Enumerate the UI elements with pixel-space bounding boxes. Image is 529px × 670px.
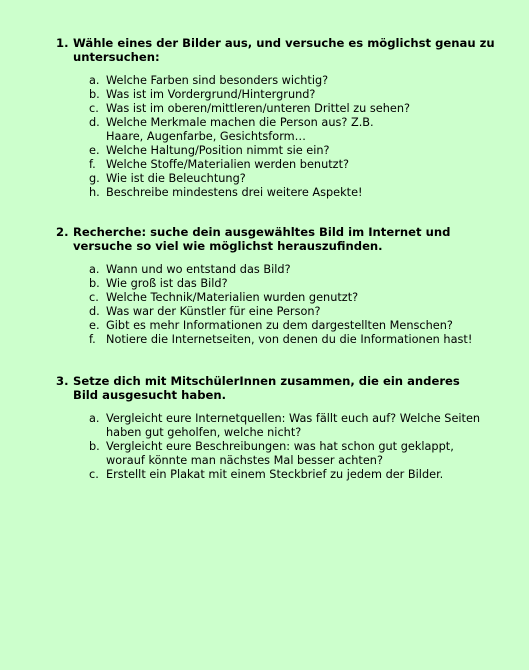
item-letter: d. xyxy=(89,305,100,318)
item-letter: a. xyxy=(89,74,100,87)
item-text: Vergleicht eure Beschreibungen: was hat schon gut geklappt, worauf könnte man nächstes Mal besser achten? xyxy=(106,440,454,467)
item-letter: e. xyxy=(89,144,100,157)
item-text: Wie groß ist das Bild? xyxy=(106,277,228,290)
item-text: Wann und wo entstand das Bild? xyxy=(106,263,291,276)
task-number: 2. xyxy=(56,225,69,239)
list-item xyxy=(89,333,496,347)
list-item xyxy=(89,172,496,186)
item-letter: f. xyxy=(89,333,96,346)
item-text: Welche Technik/Materialien wurden genutzt? xyxy=(106,291,359,304)
item-letter: b. xyxy=(89,440,100,453)
list-item xyxy=(89,102,496,116)
task-heading xyxy=(56,36,496,64)
task-1 xyxy=(56,36,496,200)
item-letter: h. xyxy=(89,186,100,199)
sub-question-list xyxy=(89,263,496,347)
item-letter: c. xyxy=(89,468,99,481)
list-item xyxy=(89,319,496,333)
task-3 xyxy=(56,374,496,482)
item-text: Beschreibe mindestens drei weitere Aspekte! xyxy=(106,186,363,199)
item-letter: d. xyxy=(89,116,100,129)
list-item xyxy=(89,116,496,144)
list-item xyxy=(89,291,496,305)
item-text: Welche Merkmale machen die Person aus? Z.B. Haare, Augenfarbe, Gesichtsform… xyxy=(106,116,374,143)
item-text: Welche Farben sind besonders wichtig? xyxy=(106,74,329,87)
list-item xyxy=(89,412,496,440)
item-text: Was ist im oberen/mittleren/unteren Drittel zu sehen? xyxy=(106,102,410,115)
task-heading xyxy=(56,374,496,402)
item-letter: e. xyxy=(89,319,100,332)
item-text: Vergleicht eure Internetquellen: Was fällt euch auf? Welche Seiten haben gut geholfen, welche nicht? xyxy=(106,412,481,439)
list-item xyxy=(89,74,496,88)
item-letter: g. xyxy=(89,172,100,185)
item-letter: b. xyxy=(89,88,100,101)
item-text: Was war der Künstler für eine Person? xyxy=(106,305,321,318)
list-item xyxy=(89,305,496,319)
item-letter: c. xyxy=(89,102,99,115)
item-text: Notiere die Internetseiten, von denen du die Informationen hast! xyxy=(106,333,473,346)
list-item xyxy=(89,440,496,468)
item-text: Welche Stoffe/Materialien werden benutzt? xyxy=(106,158,350,171)
list-item xyxy=(89,144,496,158)
task-2 xyxy=(56,225,496,347)
list-item xyxy=(89,88,496,102)
task-heading xyxy=(56,225,496,253)
sub-question-list xyxy=(89,74,496,200)
item-text: Welche Haltung/Position nimmt sie ein? xyxy=(106,144,330,157)
list-item xyxy=(89,468,496,482)
item-text: Wie ist die Beleuchtung? xyxy=(106,172,246,185)
task-title: Recherche: suche dein ausgewähltes Bild im Internet und versuche so viel wie möglichst herauszufinden. xyxy=(73,225,451,253)
task-title: Setze dich mit MitschülerInnen zusammen, die ein anderes Bild ausgesucht haben. xyxy=(73,374,460,402)
list-item xyxy=(89,277,496,291)
item-letter: b. xyxy=(89,277,100,290)
list-item xyxy=(89,158,496,172)
list-item xyxy=(89,263,496,277)
item-text: Erstellt ein Plakat mit einem Steckbrief zu jedem der Bilder. xyxy=(106,468,444,481)
task-number: 3. xyxy=(56,374,69,388)
item-letter: f. xyxy=(89,158,96,171)
sub-question-list xyxy=(89,412,496,482)
task-title: Wähle eines der Bilder aus, und versuche es möglichst genau zu untersuchen: xyxy=(73,36,495,64)
item-letter: a. xyxy=(89,263,100,276)
item-text: Was ist im Vordergrund/Hintergrund? xyxy=(106,88,316,101)
item-text: Gibt es mehr Informationen zu dem dargestellten Menschen? xyxy=(106,319,453,332)
item-letter: c. xyxy=(89,291,99,304)
item-letter: a. xyxy=(89,412,100,425)
task-number: 1. xyxy=(56,36,69,50)
list-item xyxy=(89,186,496,200)
